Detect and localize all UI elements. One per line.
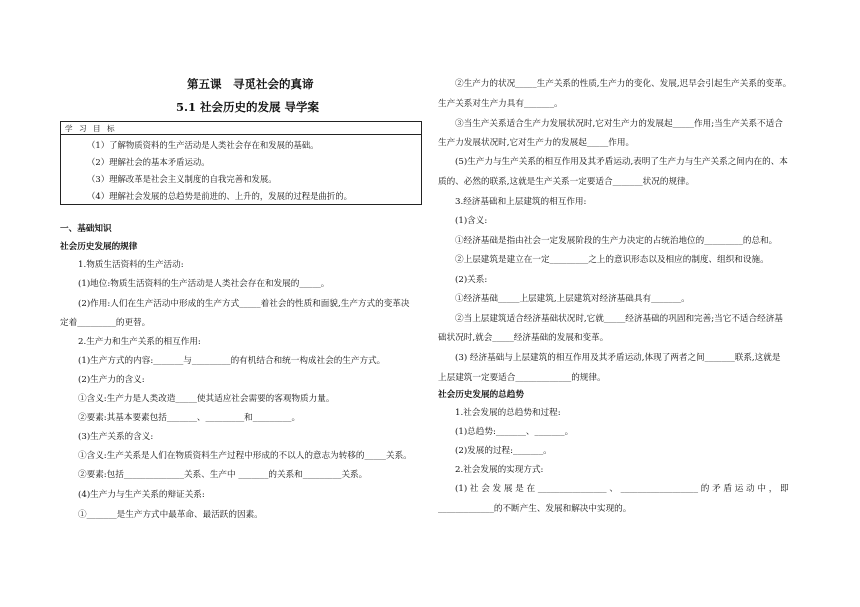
text-line: (2)关系:: [455, 275, 488, 285]
text-line: 质的、必然的联系,这就是生产关系一定要适合_______状况的规律。: [438, 177, 695, 187]
text-line: (2)作用:人们在生产活动中形成的生产方式_____着社会的性质和面貌,生产方式的变革决: [78, 299, 410, 309]
goal-item: （4）理解社会发展的总趋势是前进的、上升的，发展的过程是曲折的。: [87, 191, 352, 201]
text-line: 2.生产力和生产关系的相互作用:: [78, 337, 201, 347]
text-line: ①经济基础_____上层建筑,上层建筑对经济基础具有_______。: [455, 294, 690, 304]
text-line: ②生产力的状况_____生产关系的性质,生产力的变化、发展,迟早会引起生产关系的变革。: [455, 79, 792, 89]
text-line: (4)生产力与生产关系的辩证关系:: [78, 490, 205, 500]
text-line: (1)含义:: [455, 216, 488, 226]
section-title: 5.1 社会历史的发展 导学案: [176, 100, 320, 114]
text-line: ①经济基础是指由社会一定发展阶段的生产力决定的占统治地位的_________的总和。: [455, 236, 778, 246]
text-line: 定着_________的更替。: [60, 318, 151, 328]
text-line: 生产关系对生产力具有_______。: [438, 99, 563, 109]
text-line: ②要素:包括______________关系、生产中 _______的关系和_________关系。: [78, 470, 368, 480]
text-line: 生产力发展状况时,它对生产力的发展起_____作用。: [438, 138, 635, 148]
text-line: (2)生产力的含义:: [78, 375, 145, 385]
text-line: 1.社会发展的总趋势和过程:: [455, 408, 561, 418]
text-line: ②上层建筑是建立在一定_________之上的意识形态以及相应的制度、组织和设施。: [455, 255, 769, 265]
text-line: (1) 社 会 发 展 是 在 ________________ 、 __________________ 的 矛 盾 运 动 中 ， 即: [455, 484, 789, 494]
text-line: 1.物质生活资料的生产活动:: [78, 260, 184, 270]
goal-item: （3）理解改革是社会主义制度的自我完善和发展。: [87, 174, 277, 184]
subsection-heading: 社会历史发展的规律: [60, 242, 138, 252]
text-line: (2)发展的过程:_______。: [455, 446, 552, 456]
text-line: ②要素:其基本要素包括_______、_________和_________。: [78, 413, 301, 423]
text-line: (3) 经济基础与上层建筑的相互作用及其矛盾运动,体现了两者之间_______联系,这就是: [455, 353, 781, 363]
text-line: ③当生产关系适合生产力发展状况时,它对生产力的发展起_____作用;当生产关系不适合: [455, 119, 783, 129]
subsection-heading: 社会历史发展的总趋势: [438, 390, 524, 400]
text-line: 上层建筑一定要适合_____________的规律。: [438, 373, 606, 383]
learning-goals-header-text: 学 习 目 标: [65, 124, 117, 133]
text-line: ①含义:生产关系是人们在物质资料生产过程中形成的不以人的意志为转移的_____关系。: [78, 451, 412, 461]
section-heading: 一、基础知识: [60, 224, 112, 234]
text-line: (5)生产力与生产关系的相互作用及其矛盾运动,表明了生产力与生产关系之间内在的、本: [455, 157, 788, 167]
text-line: ①含义:生产力是人类改造_____使其适应社会需要的客观物质力量。: [78, 394, 335, 404]
text-line: (1)总趋势:_______、_______。: [455, 427, 574, 437]
text-line: 础状况时,就会_____经济基础的发展和变革。: [438, 333, 609, 343]
text-line: ①_______是生产方式中最革命、最活跃的因素。: [78, 510, 263, 520]
goal-item: （2）理解社会的基本矛盾运动。: [87, 157, 210, 167]
text-line: 3.经济基础和上层建筑的相互作用:: [455, 197, 587, 207]
text-line: (1)地位:物质生活资料的生产活动是人类社会存在和发展的_____。: [78, 279, 330, 289]
text-line: 2.社会发展的实现方式:: [455, 465, 544, 475]
lesson-title: 第五课 寻觅社会的真谛: [187, 77, 314, 91]
text-line: (1)生产方式的内容:_______与_________的有机结合和统一构成社会的生产方式。: [78, 356, 386, 366]
text-line: (3)生产关系的含义:: [78, 432, 154, 442]
text-line: ②当上层建筑适合经济基础状况时,它就_____经济基础的巩固和完善;当它不适合经济基: [455, 314, 783, 324]
goal-item: （1）了解物质资料的生产活动是人类社会存在和发展的基础。: [87, 140, 319, 150]
learning-goals-box: [60, 121, 422, 205]
learning-goals-header: [61, 122, 421, 135]
text-line: _____________的不断产生、发展和解决中实现的。: [438, 504, 632, 514]
